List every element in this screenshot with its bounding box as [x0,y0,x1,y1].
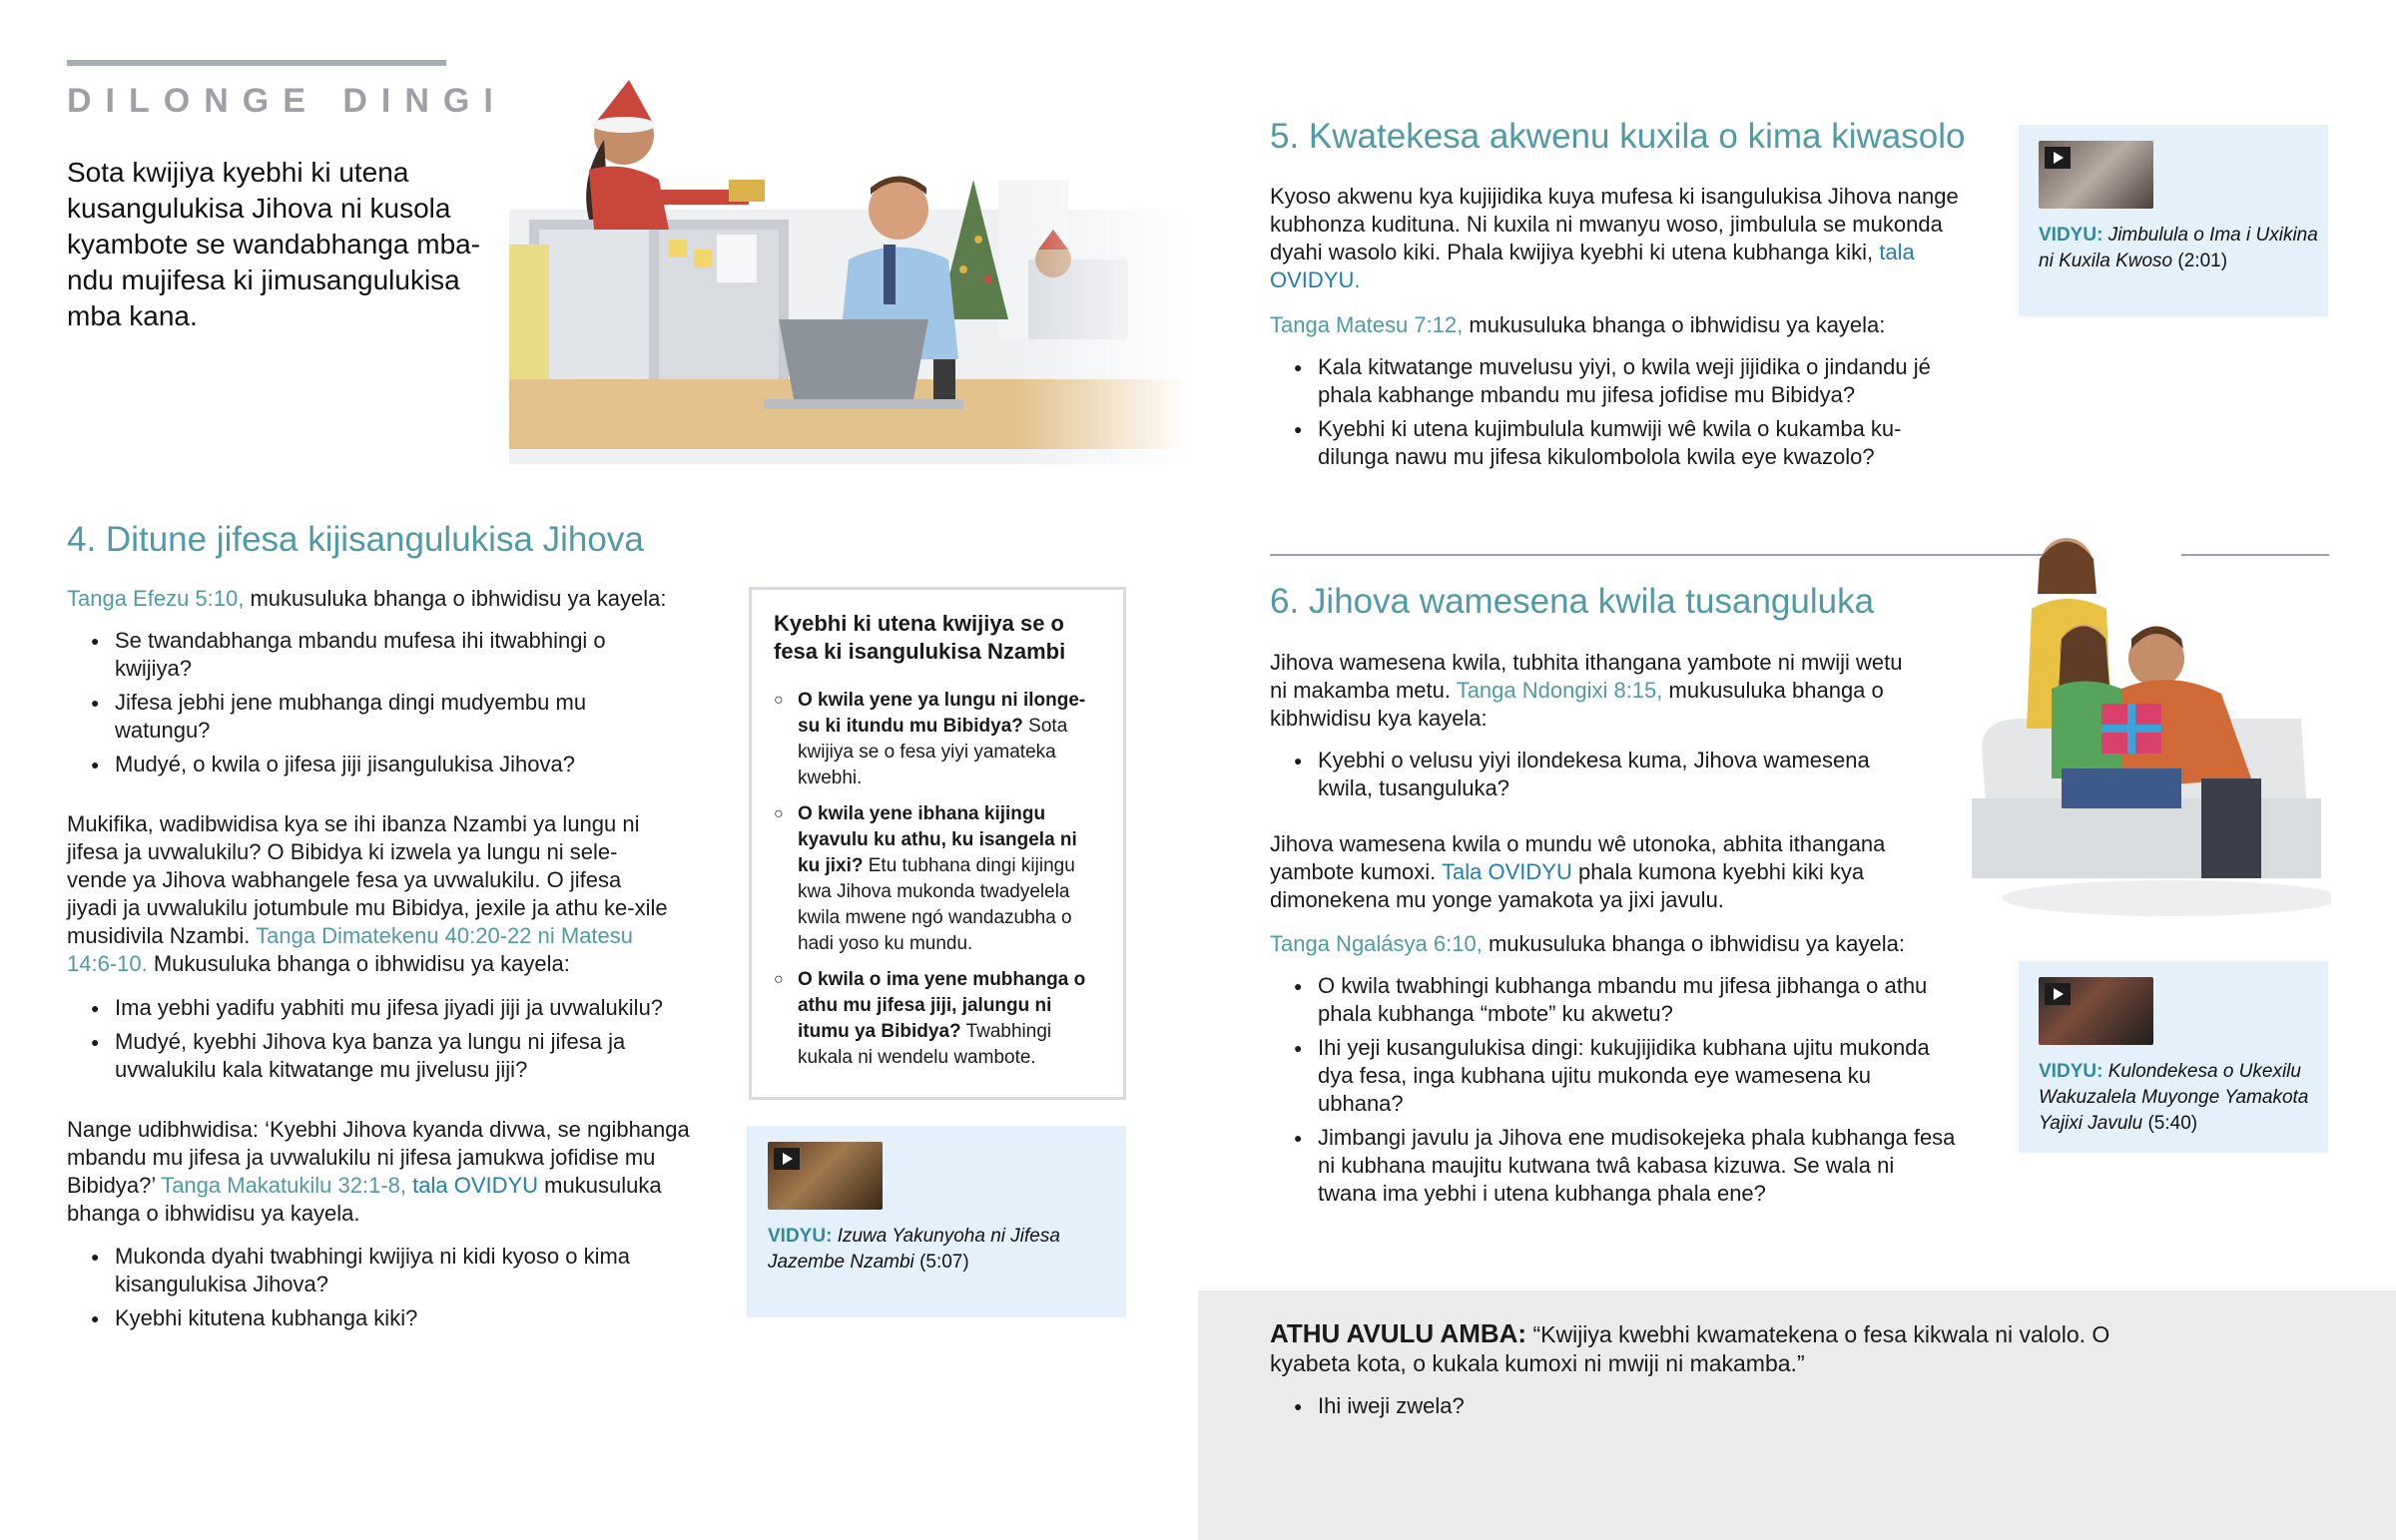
list-item: ● Ima yebhi yadifu yabhiti mu jifesa jiyadi jiji ja uvwalukilu? [67,994,716,1022]
s5-question-list [1270,353,1959,477]
list-item: ● Kyebhi kitutena kubhanga kiki? [67,1304,646,1332]
common-saying: ATHU AVULU AMBA: “Kwijiya kwebhi kwamatekena o fesa kikwala ni valolo. O kyabeta kota, o kukala kumoxi ni mwiji ni makamba.” [1270,1318,2110,1376]
s4-question-list-2 [67,994,716,1090]
intro-text: Sota kwijiya kyebhi ki utena kusangulukisa Jihova ni kusola kyambote se wandabhanga mba-ndu mujifesa ki jimusangulukisa mba kana. [67,157,481,331]
list-item: ● Jifesa jebhi jene mubhanga dingi mudyembu mu watungu? [67,689,656,745]
scripture-link[interactable]: Tanga Makatukilu 32:1-8, [161,1173,407,1198]
section-divider [1270,554,2079,556]
section-rule [67,60,446,66]
play-icon[interactable] [2045,983,2071,1005]
s4-question-list-1 [67,627,656,784]
list-item: ● Kala kitwatange muvelusu yiyi, o kwila weji jijidika o jindandu jé phala kabhange mbandu mu jifesa jofidise mu Bibidya? [1270,353,1959,409]
s4-question-list-3 [67,1243,646,1338]
list-item: ● O kwila twabhingi kubhanga mbandu mu jifesa jibhanga o athu phala kubhanga “mbote” ku akwetu? [1270,972,1959,1028]
video-link[interactable]: Tala OVIDYU [1442,859,1572,884]
list-item: ● Mudyé, o kwila o jifesa jiji jisangulukisa Jihova? [67,751,656,778]
s6-question-list-1 [1270,747,1909,808]
video-link[interactable]: tala OVIDYU. [1270,240,1915,292]
scripture-link[interactable]: Tanga Ngalásya 6:10, [1270,931,1483,956]
box-list-item: ○ O kwila o ima yene mubhanga o athu mu jifesa jiji, jalungu ni itumu ya Bibidya? Twabhingi kukala ni wendelu wambote. [774,967,1101,1071]
s4-paragraph-3: Nange udibhwidisa: ‘Kyebhi Jihova kyanda divwa, se ngibhanga mbandu mu jifesa ja uvwalukilu ni jifesa jamukwa jofidise mu Bibidya?’ Tanga Makatukilu 32:1-8, tala OVIDYU mukusuluka bhanga o ibhwidisu ya kayela. [67,1117,690,1226]
panel-question-list [1270,1392,1869,1426]
video-thumbnail[interactable] [2039,977,2153,1045]
s6-paragraph-3: Tanga Ngalásya 6:10, mukusuluka bhanga o ibhwidisu ya kayela: [1270,931,1905,956]
list-item: ● Ihi iweji zwela? [1270,1392,1869,1420]
video-thumbnail[interactable] [2039,141,2153,209]
box-list-item: ○ O kwila yene ibhana kijingu kyavulu ku athu, ku isangela ni ku jixi? Etu tubhana dingi kijingu kwa Jihova mukonda twadyelela kwila mwene ngó wandazubha o hadi yoso ku mundu. [774,801,1101,957]
s4-paragraph-2: Mukifika, wadibwidisa kya se ihi ibanza Nzambi ya lungu ni jifesa ja uvwalukilu? O Bibidya ki izwela ya lungu ni sele-vende ya Jihova wabhangele fesa ya uvwalukilu. O jifesa jiyadi ja uvwalukilu jotumbule mu Bibidya, jexile ja athu ke-xile musidivila Nzambi. Tanga Dimatekenu 40:20-22 ni Matesu 14:6-10. Mukusuluka bhanga o ibhwidisu ya kayela: [67,811,668,976]
video-card-birthday[interactable] [747,1126,1126,1317]
video-caption: VIDYU: Izuwa Yakunyoha ni Jifesa Jazembe Nzambi (5:07) [768,1226,1060,1273]
scripture-link[interactable]: Tanga Matesu 7:12, [1270,312,1464,337]
list-item: ● Kyebhi ki utena kujimbulula kumwiji wê kwila o kukamba ku-dilunga nawu mu jifesa kikulombolola kwila eye kwazolo? [1270,415,1959,471]
section-kicker: DILONGE DINGI [67,82,507,120]
box-title: Kyebhi ki utena kwijiya se o fesa ki isangulukisa Nzambi [774,611,1066,664]
video-card-conventions[interactable] [2019,961,2328,1153]
list-item: ● Mukonda dyahi twabhingi kwijiya ni kidi kyoso o kima kisangulukisa Jihova? [67,1243,646,1298]
video-thumbnail[interactable] [768,1142,883,1210]
s5-paragraph-2: Tanga Matesu 7:12, mukusuluka bhanga o ibhwidisu ya kayela: [1270,312,1886,337]
video-caption: VIDYU: Kulondekesa o Ukexilu Wakuzalela Muyonge Yamakota Yajixi Javulu (5:40) [2039,1061,2309,1134]
section-4-title: 4. Ditune jifesa kijisangulukisa Jihova [67,520,644,559]
list-item: ● Se twandabhanga mbandu mufesa ihi itwabhingi o kwijiya? [67,627,656,683]
section-6-title: 6. Jihova wamesena kwila tusanguluka [1270,582,1875,621]
video-caption: VIDYU: Jimbulula o Ima i Uxikina ni Kuxila Kwoso (2:01) [2039,225,2318,271]
play-icon[interactable] [2045,147,2071,169]
video-card-explain[interactable] [2019,125,2328,316]
scripture-link[interactable]: Tanga Ndongixi 8:15, [1456,678,1663,703]
box-list [774,688,1101,1071]
list-item: ● Mudyé, kyebhi Jihova kya banza ya lungu ni jifesa ja uvwalukilu kala kitwatange mu jivelusu jiji? [67,1028,716,1084]
s5-paragraph-1: Kyoso akwenu kya kujijidika kuya mufesa ki isangulukisa Jihova nange kubhonza kudituna. Ni kuxila ni mwanyu woso, jimbulula se mukonda dyahi wasolo kiki. Phala kwijiya kyebhi ki utena kubhanga kiki, tala OVIDYU. [1270,184,1959,292]
scripture-link[interactable]: Tanga Efezu 5:10, [67,586,245,611]
scripture-link[interactable]: Tanga Dimatekenu 40:20-22 ni Matesu 14:6-10. [67,923,634,976]
section-5-title: 5. Kwatekesa akwenu kuxila o kima kiwasolo [1270,117,1966,156]
family-gift-illustration [1972,519,2331,918]
s6-question-list-2 [1270,972,1959,1214]
list-item: ● Kyebhi o velusu yiyi ilondekesa kuma, Jihova wamesena kwila, tusanguluka? [1270,747,1909,802]
office-gift-illustration [509,70,1188,464]
list-item: ● Ihi yeji kusangulukisa dingi: kukujijidika kubhana ujitu mukonda dya fesa, inga kubhana ujitu mukonda eye wamesena ku ubhana? [1270,1034,1959,1118]
list-item: ● Jimbangi javulu ja Jihova ene mudisokejeka phala kubhanga fesa ni kubhana maujitu kutwana twâ kabasa kizuwa. Se wala ni twana ima yebhi i utena kubhanga phala ene? [1270,1124,1959,1208]
s6-paragraph-1: Jihova wamesena kwila, tubhita ithangana yambote ni mwiji wetu ni makamba metu. Tanga Ndongixi 8:15, mukusuluka bhanga o kibhwidisu kya kayela: [1270,650,1903,731]
play-icon[interactable] [774,1148,800,1170]
s4-paragraph-1: Tanga Efezu 5:10, mukusuluka bhanga o ibhwidisu ya kayela: [67,586,667,611]
video-link[interactable]: tala OVIDYU [406,1173,539,1198]
box-list-item: ○ O kwila yene ya lungu ni ilonge-su ki itundu mu Bibidya? Sota kwijiya se o fesa yiyi yamateka kwebhi. [774,688,1101,791]
sidebar-box [749,587,1126,1100]
s6-paragraph-2: Jihova wamesena kwila o mundu wê utonoka, abhita ithangana yambote kumoxi. Tala OVIDYU phala kumona kyebhi kiki kya dimonekena mu yonge yamakota ya jixi javulu. [1270,831,1886,912]
